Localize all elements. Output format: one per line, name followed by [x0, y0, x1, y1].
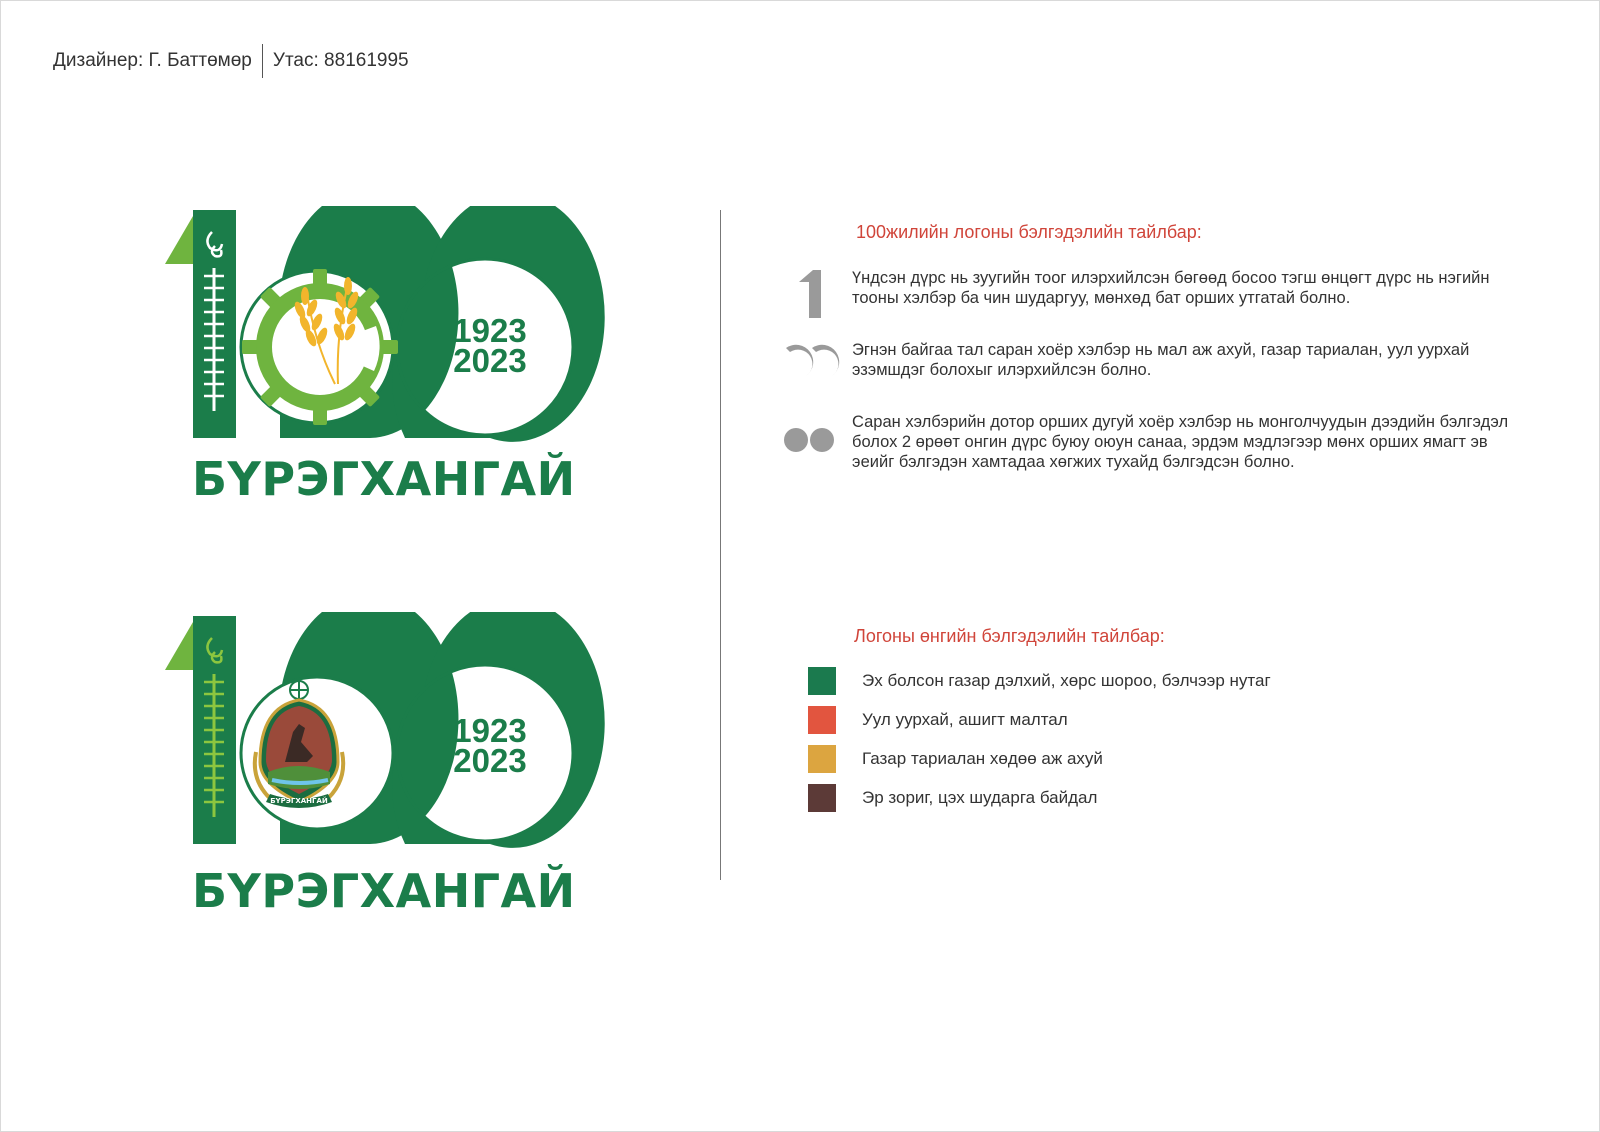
designer-name: Дизайнер: Г. Баттөмөр: [53, 50, 252, 71]
year-end: 2023: [453, 342, 527, 379]
logo-100-mark: [160, 612, 610, 852]
logo-wheat-version: [160, 206, 610, 526]
symbolism-text: Саран хэлбэрийн дотор орших дугуй хоёр хэлбэр нь монголчуудын дээдийн бэлгэдэл болох 2 өрөөт онгин дүрс буюу оюун санаа, эрдэм мэдлэгээр мөнх орших ямагт эв эеийг бэлгэдэн хамтадаа хөгжих тухайд бэлгэдсэн болно.: [852, 413, 1509, 471]
color-swatch: [808, 745, 836, 773]
symbolism-item: [770, 340, 1510, 380]
symbolism-text: Эгнэн байгаа тал саран хоёр хэлбэр нь мал аж ахуй, газар тариалан, уул уурхай эзэмшдэг болохыг илэрхийлсэн болно.: [852, 341, 1470, 379]
two-circles-icon: [770, 412, 850, 454]
emblem-ribbon-text: БҮРЭГХАНГАЙ: [270, 797, 328, 805]
header-divider: [262, 44, 263, 78]
color-swatch: [808, 706, 836, 734]
colors-title: Логоны өнгийн бэлгэдэлийн тайлбар:: [854, 626, 1165, 646]
symbolism-item: [770, 268, 1510, 318]
color-label: Газар тариалан хөдөө аж ахуй: [862, 749, 1103, 768]
color-label: Эх болсон газар дэлхий, хөрс шороо, бэлчээр нутаг: [862, 671, 1271, 690]
designer-phone: Утас: 88161995: [272, 50, 409, 71]
symbolism-item: [770, 412, 1510, 472]
logo-100-mark: [160, 206, 610, 446]
numeral-one-icon: [770, 268, 850, 318]
logo-wordmark: БҮРЭГХАНГАЙ: [192, 452, 576, 506]
logo-emblem-version: [160, 612, 610, 932]
year-start: 1923: [453, 712, 527, 749]
color-swatch: [808, 667, 836, 695]
symbolism-title: 100жилийн логоны бэлгэдэлийн тайлбар:: [856, 222, 1202, 242]
year-end: 2023: [453, 742, 527, 779]
color-legend-item: [808, 784, 1097, 812]
one-flag-shape: [165, 622, 193, 670]
designer-credit: [53, 44, 409, 78]
logo-wordmark: БҮРЭГХАНГАЙ: [192, 864, 576, 918]
color-legend-item: [808, 745, 1103, 773]
color-label: Эр зориг, цэх шударга байдал: [862, 788, 1098, 807]
symbolism-text: Үндсэн дүрс нь зуугийн тоог илэрхийлсэн бөгөөд босоо тэгш өнцөгт дүрс нь нэгийн тооны хэлбэр ба чин шударгуу, мөнхөд бат орших утгатай болно.: [852, 269, 1490, 307]
color-label: Уул уурхай, ашигт малтал: [862, 710, 1068, 729]
one-flag-shape: [165, 216, 193, 264]
color-legend-item: [808, 706, 1068, 734]
crescent-pair-icon: [770, 340, 850, 380]
vertical-divider: [720, 210, 721, 880]
color-legend-item: [808, 667, 1271, 695]
year-start: 1923: [453, 312, 527, 349]
color-swatch: [808, 784, 836, 812]
